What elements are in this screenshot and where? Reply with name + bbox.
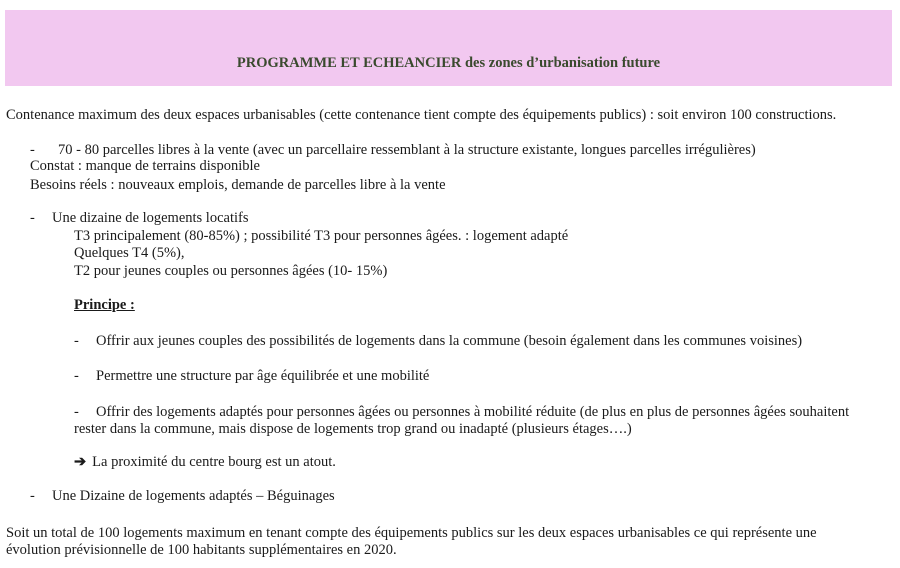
t4-line: Quelques T4 (5%), — [74, 245, 185, 261]
summary-line-1: Soit un total de 100 logements maximum en tenant compte des équipements publics sur les deux espaces urbanisables ce qui représente une — [6, 525, 817, 541]
intro-paragraph: Contenance maximum des deux espaces urbanisables (cette contenance tient compte des équipements publics) : soit environ 100 constructions. — [6, 107, 837, 123]
principe-item-text: Offrir aux jeunes couples des possibilités de logements dans la commune (besoin également dans les communes voisines) — [96, 333, 803, 349]
principe-conclusion-text: La proximité du centre bourg est un atout. — [92, 454, 336, 470]
bullet-dash: - — [74, 333, 79, 349]
besoins-line: Besoins réels : nouveaux emplois, demande de parcelles libre à la vente — [30, 177, 446, 193]
principe-item — [74, 403, 849, 421]
constat-line: Constat : manque de terrains disponible — [30, 158, 260, 174]
principe-item — [74, 332, 802, 350]
bullet-beguinages — [30, 487, 335, 505]
principe-item-continuation: rester dans la commune, mais dispose de logements trop grand ou inadapté (plusieurs étages….) — [74, 421, 632, 437]
bullet-dash: - — [30, 142, 35, 158]
bullet-parcelles-text: 70 - 80 parcelles libres à la vente (avec un parcellaire ressemblant à la structure existante, longues parcelles irrégulières) — [58, 142, 756, 158]
title-banner — [5, 10, 892, 86]
right-arrow-icon: ➔ — [74, 454, 87, 470]
bullet-dash: - — [74, 368, 79, 384]
bullet-logements-locatifs — [30, 209, 249, 227]
principe-conclusion — [74, 453, 336, 471]
principe-item-text: Permettre une structure par âge équilibrée et une mobilité — [96, 368, 430, 384]
t3-line: T3 principalement (80-85%) ; possibilité T3 pour personnes âgées. : logement adapté — [74, 228, 569, 244]
bullet-logements-locatifs-text: Une dizaine de logements locatifs — [52, 210, 249, 226]
page-title: PROGRAMME ET ECHEANCIER des zones d’urbanisation future — [236, 55, 661, 71]
summary-line-2: évolution prévisionnelle de 100 habitants supplémentaires en 2020. — [6, 542, 397, 558]
principe-heading: Principe : — [74, 297, 135, 313]
principe-item — [74, 367, 429, 385]
t2-line: T2 pour jeunes couples ou personnes âgées (10- 15%) — [74, 263, 388, 279]
principe-item-text: Offrir des logements adaptés pour personnes âgées ou personnes à mobilité réduite (de plus en plus de personnes âgées souhaitent — [96, 404, 850, 420]
bullet-dash: - — [30, 210, 35, 226]
bullet-dash: - — [30, 488, 35, 504]
bullet-beguinages-text: Une Dizaine de logements adaptés – Béguinages — [52, 488, 335, 504]
bullet-dash: - — [74, 404, 79, 420]
